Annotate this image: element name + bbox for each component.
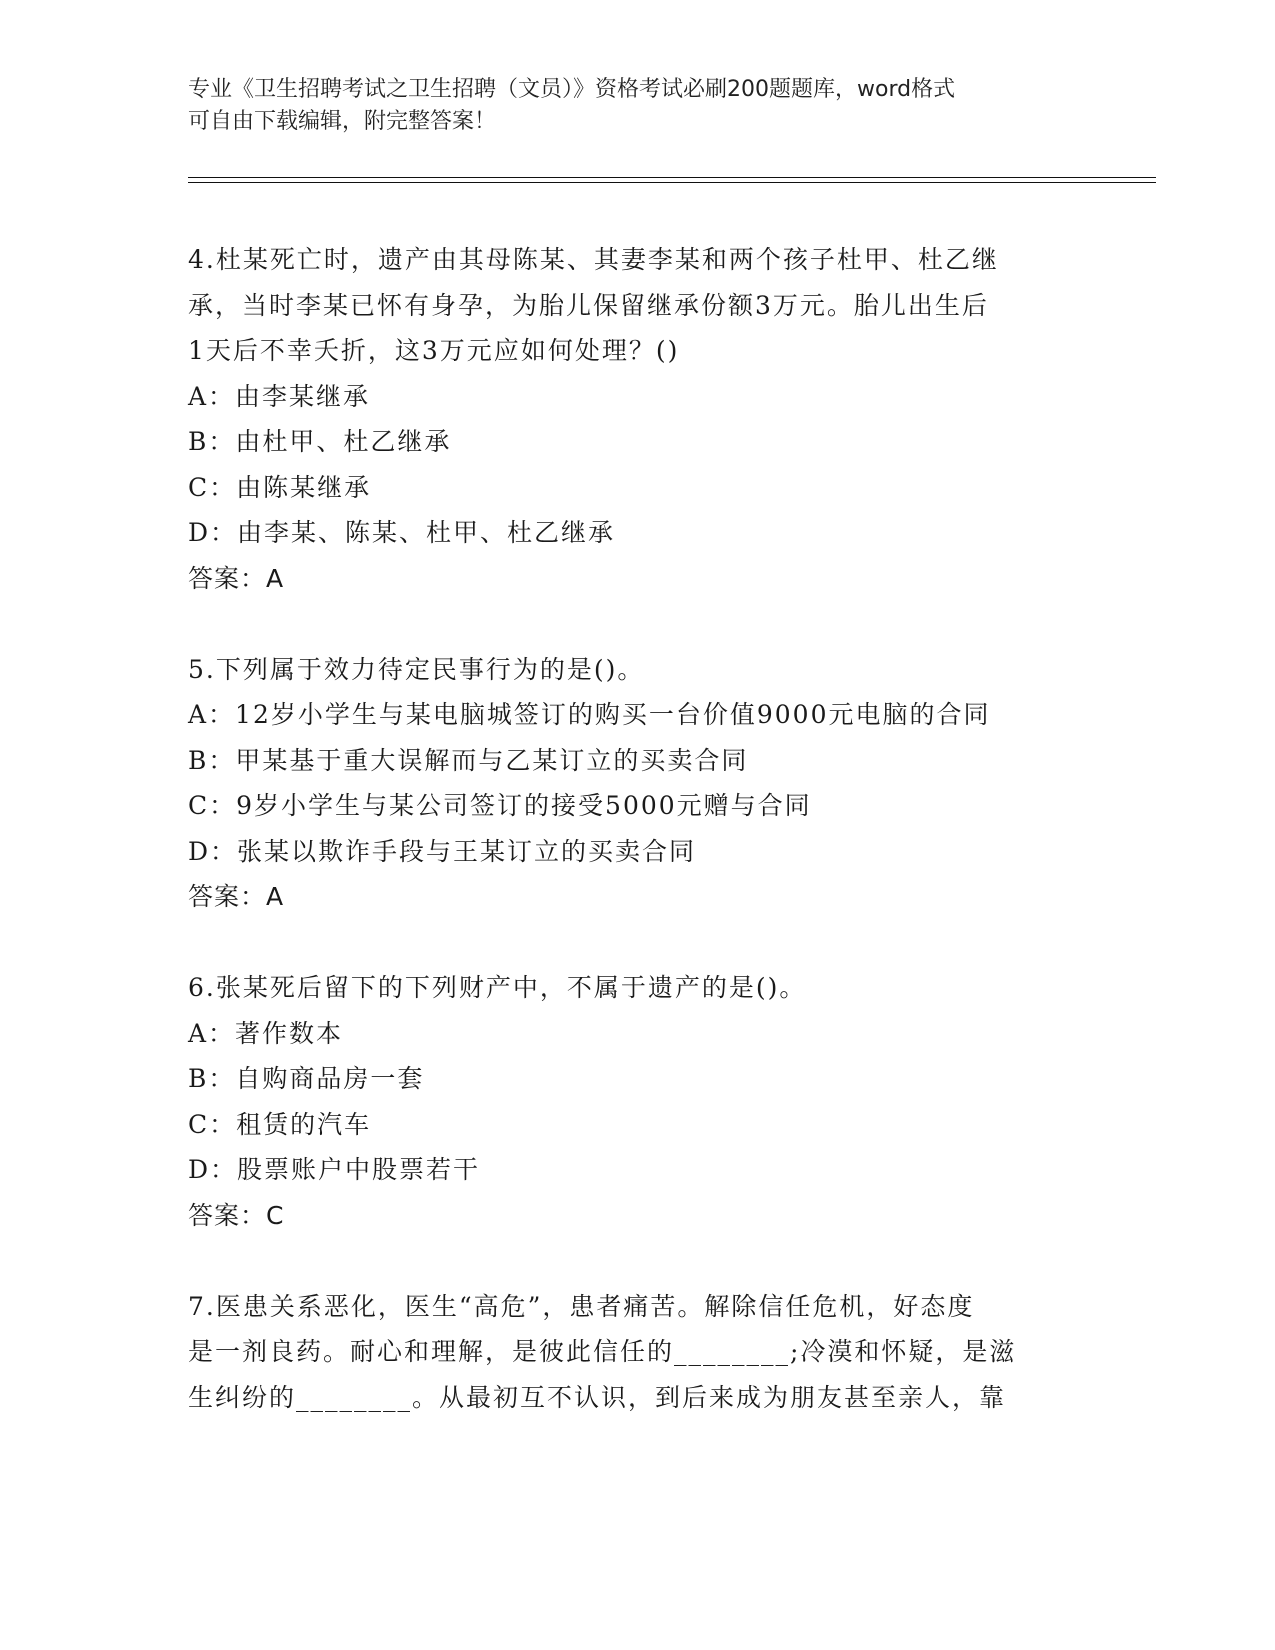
question-5	[188, 647, 1088, 920]
option-a: A：由李某继承	[188, 381, 371, 411]
option-b: B：自购商品房一套	[188, 1064, 425, 1093]
answer-text: 答案：C	[188, 1200, 285, 1230]
spacer	[188, 1238, 1088, 1284]
question-text-line: 7.医患关系恶化，医生“高危”，患者痛苦。解除信任危机，好态度	[188, 1291, 975, 1321]
option-c: C：租赁的汽车	[188, 1109, 372, 1139]
option-b: B：甲某基于重大误解而与乙某订立的买卖合同	[188, 745, 749, 775]
header-divider-top	[188, 177, 1156, 178]
option-d: D：由李某、陈某、杜甲、杜乙继承	[188, 518, 616, 547]
question-text-line: 是一剂良药。耐心和理解，是彼此信任的________;冷漠和怀疑，是滋	[188, 1337, 1017, 1366]
option-c: C：由陈某继承	[188, 472, 372, 502]
answer-text: 答案：A	[188, 882, 285, 911]
option-c: C：9岁小学生与某公司签订的接受5000元赠与合同	[188, 791, 812, 820]
question-text-line: 4.杜某死亡时，遗产由其母陈某、其妻李某和两个孩子杜甲、杜乙继	[188, 245, 999, 274]
option-a: A：著作数本	[188, 1018, 344, 1048]
header-title-line-1: 专业《卫生招聘考试之卫生招聘（文员）》资格考试必刷200题题库，word格式	[188, 77, 956, 102]
question-text-line: 1天后不幸夭折，这3万元应如何处理？()	[188, 336, 680, 365]
spacer	[188, 920, 1088, 966]
header-divider-bottom	[188, 182, 1156, 183]
question-6	[188, 965, 1088, 1238]
option-d: D：股票账户中股票若干	[188, 1155, 481, 1184]
question-text-line: 6.张某死后留下的下列财产中，不属于遗产的是()。	[188, 973, 807, 1002]
option-d: D：张某以欺诈手段与王某订立的买卖合同	[188, 836, 697, 866]
question-7	[188, 1284, 1088, 1421]
question-text-line: 承，当时李某已怀有身孕，为胎儿保留继承份额3万元。胎儿出生后	[188, 290, 989, 320]
question-list	[188, 237, 1088, 1420]
question-text-line: 5.下列属于效力待定民事行为的是()。	[188, 654, 645, 684]
option-a: A：12岁小学生与某电脑城签订的购买一台价值9000元电脑的合同	[188, 700, 991, 729]
question-4	[188, 237, 1088, 601]
spacer	[188, 601, 1088, 647]
header-title-line-2: 可自由下载编辑，附完整答案！	[188, 109, 497, 134]
answer-text: 答案：A	[188, 563, 285, 593]
option-b: B：由杜甲、杜乙继承	[188, 427, 452, 456]
question-text-line: 生纠纷的________。从最初互不认识，到后来成为朋友甚至亲人，靠	[188, 1382, 1007, 1412]
document-header	[188, 74, 1068, 138]
